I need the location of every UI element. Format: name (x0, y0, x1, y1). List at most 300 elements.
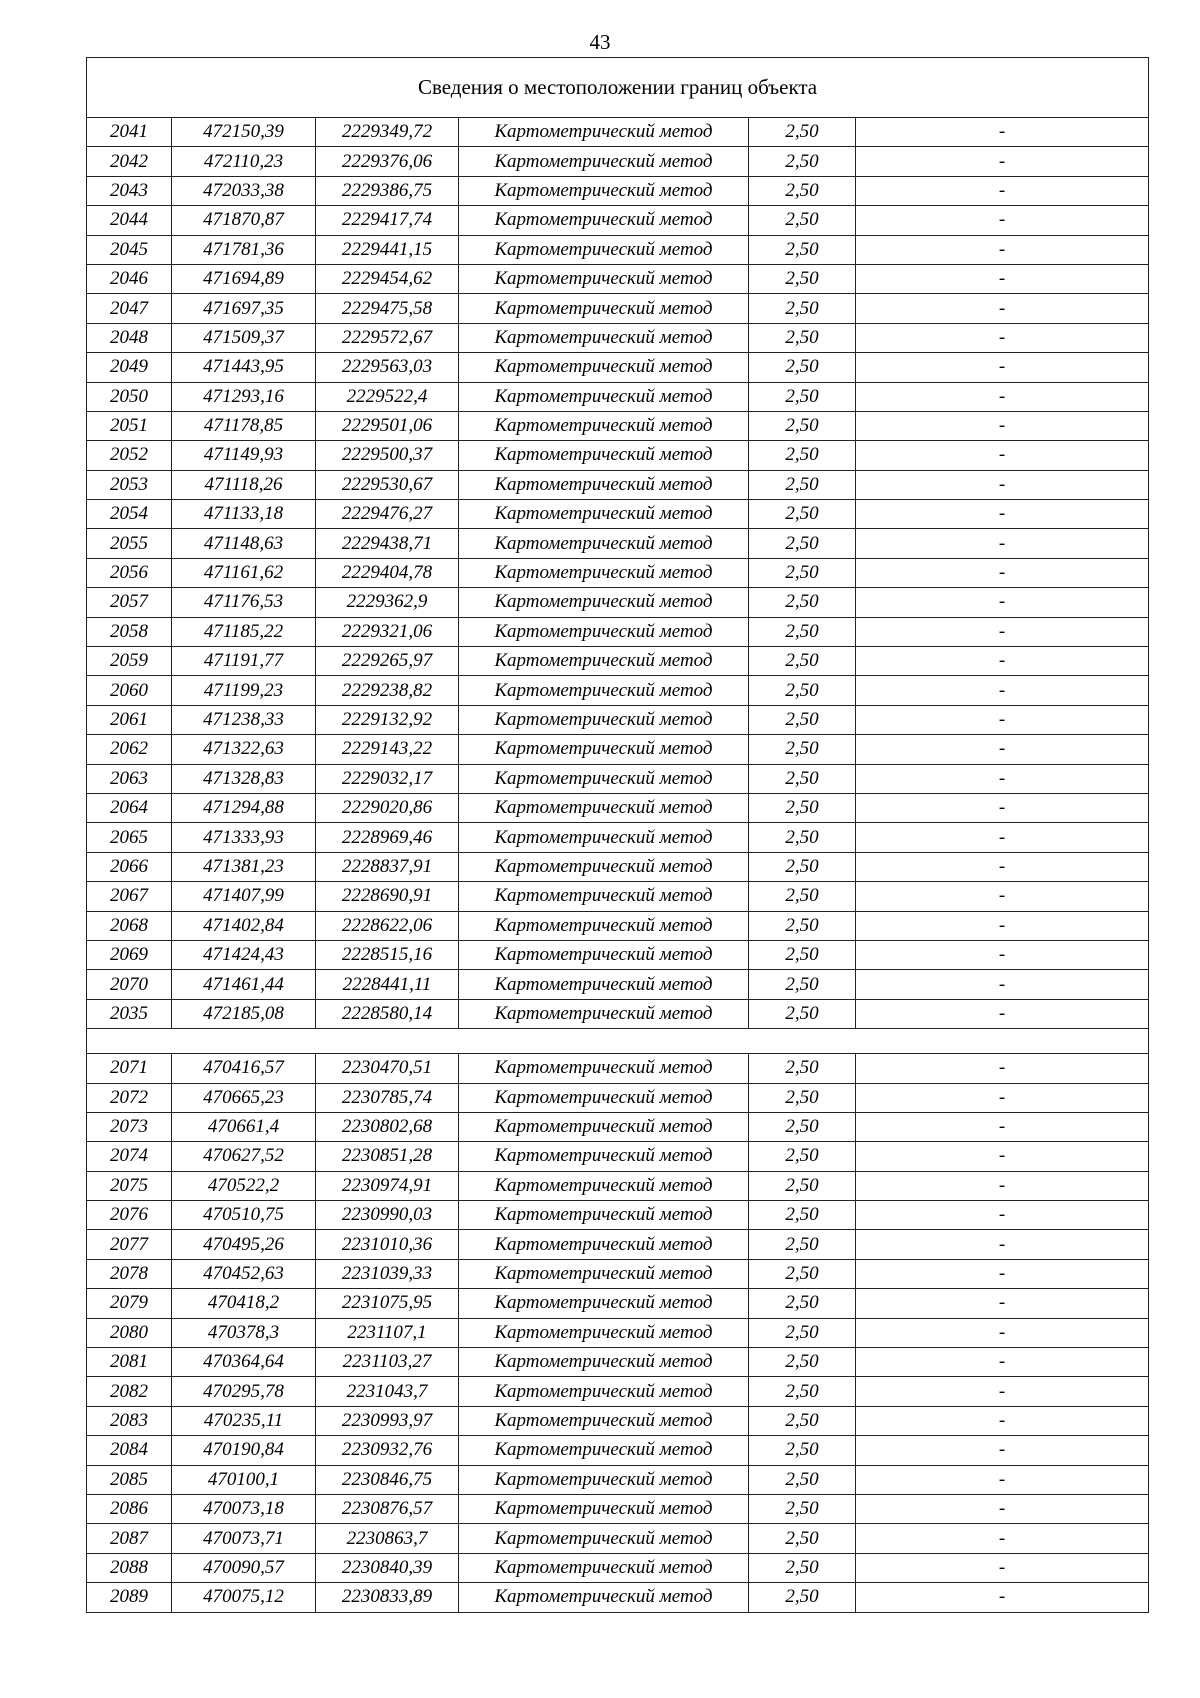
cell-method: Картометрический метод (459, 970, 749, 999)
cell-description: - (856, 294, 1149, 323)
cell-method: Картометрический метод (459, 940, 749, 969)
cell-x-coordinate: 472150,39 (172, 118, 316, 147)
cell-x-coordinate: 471191,77 (172, 647, 316, 676)
cell-accuracy: 2,50 (749, 1377, 856, 1406)
cell-y-coordinate: 2229265,97 (316, 647, 459, 676)
table-row (87, 852, 1149, 881)
cell-point-number: 2070 (87, 970, 172, 999)
cell-description: - (856, 264, 1149, 293)
table-row (87, 940, 1149, 969)
cell-accuracy: 2,50 (749, 264, 856, 293)
cell-method: Картометрический метод (459, 823, 749, 852)
table-row (87, 500, 1149, 529)
table-row (87, 1583, 1149, 1612)
cell-point-number: 2071 (87, 1054, 172, 1083)
cell-y-coordinate: 2230863,7 (316, 1524, 459, 1553)
cell-method: Картометрический метод (459, 1142, 749, 1171)
cell-point-number: 2055 (87, 529, 172, 558)
cell-point-number: 2063 (87, 764, 172, 793)
cell-accuracy: 2,50 (749, 1406, 856, 1435)
cell-x-coordinate: 470075,12 (172, 1583, 316, 1612)
cell-y-coordinate: 2229500,37 (316, 441, 459, 470)
cell-point-number: 2079 (87, 1289, 172, 1318)
cell-accuracy: 2,50 (749, 735, 856, 764)
cell-y-coordinate: 2230974,91 (316, 1171, 459, 1200)
table-row (87, 1171, 1149, 1200)
cell-description: - (856, 1259, 1149, 1288)
table-row (87, 1406, 1149, 1435)
cell-description: - (856, 588, 1149, 617)
cell-method: Картометрический метод (459, 1171, 749, 1200)
cell-point-number: 2066 (87, 852, 172, 881)
cell-method: Картометрический метод (459, 1494, 749, 1523)
cell-point-number: 2054 (87, 500, 172, 529)
cell-x-coordinate: 471294,88 (172, 793, 316, 822)
cell-point-number: 2086 (87, 1494, 172, 1523)
cell-y-coordinate: 2229404,78 (316, 558, 459, 587)
cell-x-coordinate: 471118,26 (172, 470, 316, 499)
cell-point-number: 2076 (87, 1201, 172, 1230)
cell-y-coordinate: 2228441,11 (316, 970, 459, 999)
cell-method: Картометрический метод (459, 323, 749, 352)
table-row (87, 617, 1149, 646)
cell-description: - (856, 705, 1149, 734)
cell-point-number: 2035 (87, 999, 172, 1028)
cell-y-coordinate: 2231107,1 (316, 1318, 459, 1347)
cell-method: Картометрический метод (459, 911, 749, 940)
cell-method: Картометрический метод (459, 294, 749, 323)
table-row (87, 676, 1149, 705)
table-row (87, 1436, 1149, 1465)
cell-accuracy: 2,50 (749, 147, 856, 176)
cell-description: - (856, 323, 1149, 352)
cell-method: Картометрический метод (459, 1318, 749, 1347)
cell-y-coordinate: 2229417,74 (316, 206, 459, 235)
cell-y-coordinate: 2231039,33 (316, 1259, 459, 1288)
cell-accuracy: 2,50 (749, 323, 856, 352)
table-row (87, 1083, 1149, 1112)
table-row (87, 294, 1149, 323)
cell-point-number: 2078 (87, 1259, 172, 1288)
cell-x-coordinate: 471185,22 (172, 617, 316, 646)
table-row (87, 264, 1149, 293)
group-separator-row (87, 1029, 1149, 1054)
cell-description: - (856, 764, 1149, 793)
cell-point-number: 2073 (87, 1112, 172, 1141)
cell-accuracy: 2,50 (749, 118, 856, 147)
cell-point-number: 2049 (87, 353, 172, 382)
table-row (87, 1494, 1149, 1523)
cell-method: Картометрический метод (459, 1083, 749, 1112)
cell-method: Картометрический метод (459, 1259, 749, 1288)
cell-point-number: 2059 (87, 647, 172, 676)
table-row (87, 970, 1149, 999)
cell-description: - (856, 147, 1149, 176)
cell-description: - (856, 676, 1149, 705)
cell-description: - (856, 940, 1149, 969)
cell-description: - (856, 1406, 1149, 1435)
cell-y-coordinate: 2230990,03 (316, 1201, 459, 1230)
cell-accuracy: 2,50 (749, 411, 856, 440)
cell-x-coordinate: 471381,23 (172, 852, 316, 881)
cell-method: Картометрический метод (459, 1054, 749, 1083)
cell-y-coordinate: 2231103,27 (316, 1348, 459, 1377)
cell-accuracy: 2,50 (749, 1289, 856, 1318)
cell-method: Картометрический метод (459, 852, 749, 881)
cell-y-coordinate: 2229238,82 (316, 676, 459, 705)
cell-accuracy: 2,50 (749, 1171, 856, 1200)
cell-accuracy: 2,50 (749, 206, 856, 235)
table-row (87, 411, 1149, 440)
cell-description: - (856, 1348, 1149, 1377)
cell-accuracy: 2,50 (749, 500, 856, 529)
cell-accuracy: 2,50 (749, 1436, 856, 1465)
cell-description: - (856, 1201, 1149, 1230)
cell-x-coordinate: 471149,93 (172, 441, 316, 470)
cell-point-number: 2051 (87, 411, 172, 440)
cell-x-coordinate: 470190,84 (172, 1436, 316, 1465)
table-row (87, 235, 1149, 264)
cell-description: - (856, 206, 1149, 235)
table-title-row (87, 58, 1149, 118)
cell-accuracy: 2,50 (749, 529, 856, 558)
cell-accuracy: 2,50 (749, 1583, 856, 1612)
table-row (87, 1142, 1149, 1171)
cell-accuracy: 2,50 (749, 705, 856, 734)
cell-method: Картометрический метод (459, 705, 749, 734)
cell-y-coordinate: 2229475,58 (316, 294, 459, 323)
cell-point-number: 2048 (87, 323, 172, 352)
cell-x-coordinate: 471694,89 (172, 264, 316, 293)
cell-description: - (856, 793, 1149, 822)
cell-y-coordinate: 2229349,72 (316, 118, 459, 147)
cell-accuracy: 2,50 (749, 1112, 856, 1141)
cell-x-coordinate: 471509,37 (172, 323, 316, 352)
cell-description: - (856, 411, 1149, 440)
cell-y-coordinate: 2231075,95 (316, 1289, 459, 1318)
table-row (87, 647, 1149, 676)
cell-y-coordinate: 2230846,75 (316, 1465, 459, 1494)
cell-x-coordinate: 471328,83 (172, 764, 316, 793)
cell-method: Картометрический метод (459, 529, 749, 558)
cell-description: - (856, 823, 1149, 852)
cell-x-coordinate: 470378,3 (172, 1318, 316, 1347)
cell-method: Картометрический метод (459, 1583, 749, 1612)
cell-accuracy: 2,50 (749, 647, 856, 676)
cell-description: - (856, 1524, 1149, 1553)
cell-accuracy: 2,50 (749, 1230, 856, 1259)
table-row (87, 382, 1149, 411)
cell-description: - (856, 441, 1149, 470)
cell-description: - (856, 1112, 1149, 1141)
cell-method: Картометрический метод (459, 1436, 749, 1465)
cell-x-coordinate: 470665,23 (172, 1083, 316, 1112)
cell-method: Картометрический метод (459, 764, 749, 793)
table-row (87, 1553, 1149, 1582)
cell-description: - (856, 852, 1149, 881)
cell-method: Картометрический метод (459, 999, 749, 1028)
cell-point-number: 2065 (87, 823, 172, 852)
table-row (87, 1054, 1149, 1083)
cell-point-number: 2052 (87, 441, 172, 470)
table-row (87, 558, 1149, 587)
cell-accuracy: 2,50 (749, 1494, 856, 1523)
cell-accuracy: 2,50 (749, 617, 856, 646)
cell-accuracy: 2,50 (749, 235, 856, 264)
cell-point-number: 2064 (87, 793, 172, 822)
table-row (87, 1201, 1149, 1230)
cell-x-coordinate: 470364,64 (172, 1348, 316, 1377)
table-row (87, 1524, 1149, 1553)
cell-description: - (856, 617, 1149, 646)
cell-x-coordinate: 471148,63 (172, 529, 316, 558)
cell-accuracy: 2,50 (749, 852, 856, 881)
cell-accuracy: 2,50 (749, 1142, 856, 1171)
boundary-coordinates-table (86, 57, 1149, 1613)
cell-method: Картометрический метод (459, 118, 749, 147)
cell-y-coordinate: 2229143,22 (316, 735, 459, 764)
cell-y-coordinate: 2229362,9 (316, 588, 459, 617)
cell-y-coordinate: 2230840,39 (316, 1553, 459, 1582)
cell-point-number: 2074 (87, 1142, 172, 1171)
table-row (87, 735, 1149, 764)
cell-accuracy: 2,50 (749, 382, 856, 411)
cell-x-coordinate: 470510,75 (172, 1201, 316, 1230)
cell-y-coordinate: 2230993,97 (316, 1406, 459, 1435)
cell-description: - (856, 353, 1149, 382)
cell-description: - (856, 1171, 1149, 1200)
cell-description: - (856, 1083, 1149, 1112)
cell-method: Картометрический метод (459, 676, 749, 705)
cell-method: Картометрический метод (459, 793, 749, 822)
table-row (87, 1318, 1149, 1347)
cell-accuracy: 2,50 (749, 1318, 856, 1347)
cell-accuracy: 2,50 (749, 793, 856, 822)
cell-x-coordinate: 470416,57 (172, 1054, 316, 1083)
cell-accuracy: 2,50 (749, 1348, 856, 1377)
cell-accuracy: 2,50 (749, 558, 856, 587)
table-row (87, 353, 1149, 382)
cell-point-number: 2072 (87, 1083, 172, 1112)
table-row (87, 1112, 1149, 1141)
cell-point-number: 2045 (87, 235, 172, 264)
cell-point-number: 2042 (87, 147, 172, 176)
table-row (87, 147, 1149, 176)
cell-y-coordinate: 2229386,75 (316, 176, 459, 205)
cell-point-number: 2061 (87, 705, 172, 734)
cell-point-number: 2088 (87, 1553, 172, 1582)
table-row (87, 999, 1149, 1028)
cell-method: Картометрический метод (459, 1553, 749, 1582)
cell-method: Картометрический метод (459, 411, 749, 440)
cell-x-coordinate: 472110,23 (172, 147, 316, 176)
cell-point-number: 2067 (87, 882, 172, 911)
cell-method: Картометрический метод (459, 1377, 749, 1406)
cell-y-coordinate: 2230876,57 (316, 1494, 459, 1523)
cell-x-coordinate: 471407,99 (172, 882, 316, 911)
cell-point-number: 2082 (87, 1377, 172, 1406)
table-row (87, 764, 1149, 793)
table-row (87, 529, 1149, 558)
cell-x-coordinate: 470661,4 (172, 1112, 316, 1141)
cell-x-coordinate: 471199,23 (172, 676, 316, 705)
cell-point-number: 2060 (87, 676, 172, 705)
cell-y-coordinate: 2230802,68 (316, 1112, 459, 1141)
cell-x-coordinate: 471293,16 (172, 382, 316, 411)
cell-y-coordinate: 2228622,06 (316, 911, 459, 940)
cell-description: - (856, 1494, 1149, 1523)
table-row (87, 323, 1149, 352)
cell-x-coordinate: 471424,43 (172, 940, 316, 969)
cell-y-coordinate: 2229501,06 (316, 411, 459, 440)
table-row (87, 911, 1149, 940)
table-row (87, 206, 1149, 235)
cell-y-coordinate: 2229454,62 (316, 264, 459, 293)
cell-method: Картометрический метод (459, 264, 749, 293)
cell-method: Картометрический метод (459, 1289, 749, 1318)
cell-point-number: 2077 (87, 1230, 172, 1259)
cell-point-number: 2087 (87, 1524, 172, 1553)
group-separator-cell (87, 1029, 1149, 1054)
cell-x-coordinate: 471161,62 (172, 558, 316, 587)
cell-description: - (856, 1377, 1149, 1406)
cell-y-coordinate: 2230932,76 (316, 1436, 459, 1465)
table-title: Сведения о местоположении границ объекта (87, 58, 1149, 118)
cell-description: - (856, 1230, 1149, 1259)
cell-description: - (856, 735, 1149, 764)
cell-x-coordinate: 471402,84 (172, 911, 316, 940)
cell-y-coordinate: 2229530,67 (316, 470, 459, 499)
cell-point-number: 2047 (87, 294, 172, 323)
cell-y-coordinate: 2229132,92 (316, 705, 459, 734)
cell-x-coordinate: 471133,18 (172, 500, 316, 529)
cell-y-coordinate: 2229563,03 (316, 353, 459, 382)
cell-method: Картометрический метод (459, 617, 749, 646)
cell-description: - (856, 999, 1149, 1028)
cell-accuracy: 2,50 (749, 1083, 856, 1112)
cell-x-coordinate: 470295,78 (172, 1377, 316, 1406)
cell-y-coordinate: 2228837,91 (316, 852, 459, 881)
table-row (87, 588, 1149, 617)
cell-accuracy: 2,50 (749, 1201, 856, 1230)
cell-x-coordinate: 471461,44 (172, 970, 316, 999)
cell-description: - (856, 1142, 1149, 1171)
cell-description: - (856, 1553, 1149, 1582)
cell-x-coordinate: 470418,2 (172, 1289, 316, 1318)
cell-x-coordinate: 472185,08 (172, 999, 316, 1028)
cell-point-number: 2062 (87, 735, 172, 764)
table-row (87, 793, 1149, 822)
cell-point-number: 2044 (87, 206, 172, 235)
cell-point-number: 2050 (87, 382, 172, 411)
table-row (87, 1259, 1149, 1288)
cell-description: - (856, 1054, 1149, 1083)
cell-y-coordinate: 2229441,15 (316, 235, 459, 264)
cell-description: - (856, 882, 1149, 911)
cell-y-coordinate: 2228580,14 (316, 999, 459, 1028)
cell-x-coordinate: 470627,52 (172, 1142, 316, 1171)
cell-method: Картометрический метод (459, 647, 749, 676)
cell-description: - (856, 529, 1149, 558)
table-row (87, 176, 1149, 205)
cell-point-number: 2081 (87, 1348, 172, 1377)
cell-description: - (856, 382, 1149, 411)
cell-point-number: 2080 (87, 1318, 172, 1347)
cell-x-coordinate: 470100,1 (172, 1465, 316, 1494)
cell-y-coordinate: 2229572,67 (316, 323, 459, 352)
cell-description: - (856, 470, 1149, 499)
table-body (87, 58, 1149, 1613)
table-row (87, 705, 1149, 734)
cell-method: Картометрический метод (459, 1112, 749, 1141)
table-row (87, 823, 1149, 852)
cell-point-number: 2084 (87, 1436, 172, 1465)
cell-y-coordinate: 2230851,28 (316, 1142, 459, 1171)
cell-y-coordinate: 2228969,46 (316, 823, 459, 852)
cell-point-number: 2085 (87, 1465, 172, 1494)
cell-y-coordinate: 2229476,27 (316, 500, 459, 529)
cell-accuracy: 2,50 (749, 823, 856, 852)
cell-description: - (856, 1436, 1149, 1465)
cell-x-coordinate: 470235,11 (172, 1406, 316, 1435)
cell-description: - (856, 647, 1149, 676)
cell-method: Картометрический метод (459, 1201, 749, 1230)
cell-point-number: 2083 (87, 1406, 172, 1435)
cell-accuracy: 2,50 (749, 882, 856, 911)
cell-accuracy: 2,50 (749, 1259, 856, 1288)
cell-x-coordinate: 471781,36 (172, 235, 316, 264)
cell-method: Картометрический метод (459, 206, 749, 235)
cell-method: Картометрический метод (459, 500, 749, 529)
cell-accuracy: 2,50 (749, 353, 856, 382)
cell-description: - (856, 1465, 1149, 1494)
cell-accuracy: 2,50 (749, 911, 856, 940)
cell-y-coordinate: 2231043,7 (316, 1377, 459, 1406)
cell-method: Картометрический метод (459, 558, 749, 587)
cell-point-number: 2056 (87, 558, 172, 587)
cell-y-coordinate: 2229321,06 (316, 617, 459, 646)
cell-point-number: 2068 (87, 911, 172, 940)
cell-method: Картометрический метод (459, 882, 749, 911)
cell-point-number: 2057 (87, 588, 172, 617)
cell-y-coordinate: 2230470,51 (316, 1054, 459, 1083)
cell-point-number: 2041 (87, 118, 172, 147)
cell-y-coordinate: 2231010,36 (316, 1230, 459, 1259)
cell-x-coordinate: 470452,63 (172, 1259, 316, 1288)
cell-description: - (856, 1318, 1149, 1347)
cell-method: Картометрический метод (459, 441, 749, 470)
cell-description: - (856, 118, 1149, 147)
cell-x-coordinate: 470073,71 (172, 1524, 316, 1553)
cell-accuracy: 2,50 (749, 970, 856, 999)
cell-accuracy: 2,50 (749, 764, 856, 793)
cell-x-coordinate: 471443,95 (172, 353, 316, 382)
cell-x-coordinate: 470090,57 (172, 1553, 316, 1582)
cell-y-coordinate: 2230785,74 (316, 1083, 459, 1112)
cell-description: - (856, 1289, 1149, 1318)
table-row (87, 441, 1149, 470)
cell-accuracy: 2,50 (749, 940, 856, 969)
cell-method: Картометрический метод (459, 588, 749, 617)
cell-description: - (856, 558, 1149, 587)
table-row (87, 1289, 1149, 1318)
cell-description: - (856, 235, 1149, 264)
cell-description: - (856, 1583, 1149, 1612)
cell-point-number: 2043 (87, 176, 172, 205)
cell-y-coordinate: 2229032,17 (316, 764, 459, 793)
cell-description: - (856, 176, 1149, 205)
cell-x-coordinate: 471697,35 (172, 294, 316, 323)
